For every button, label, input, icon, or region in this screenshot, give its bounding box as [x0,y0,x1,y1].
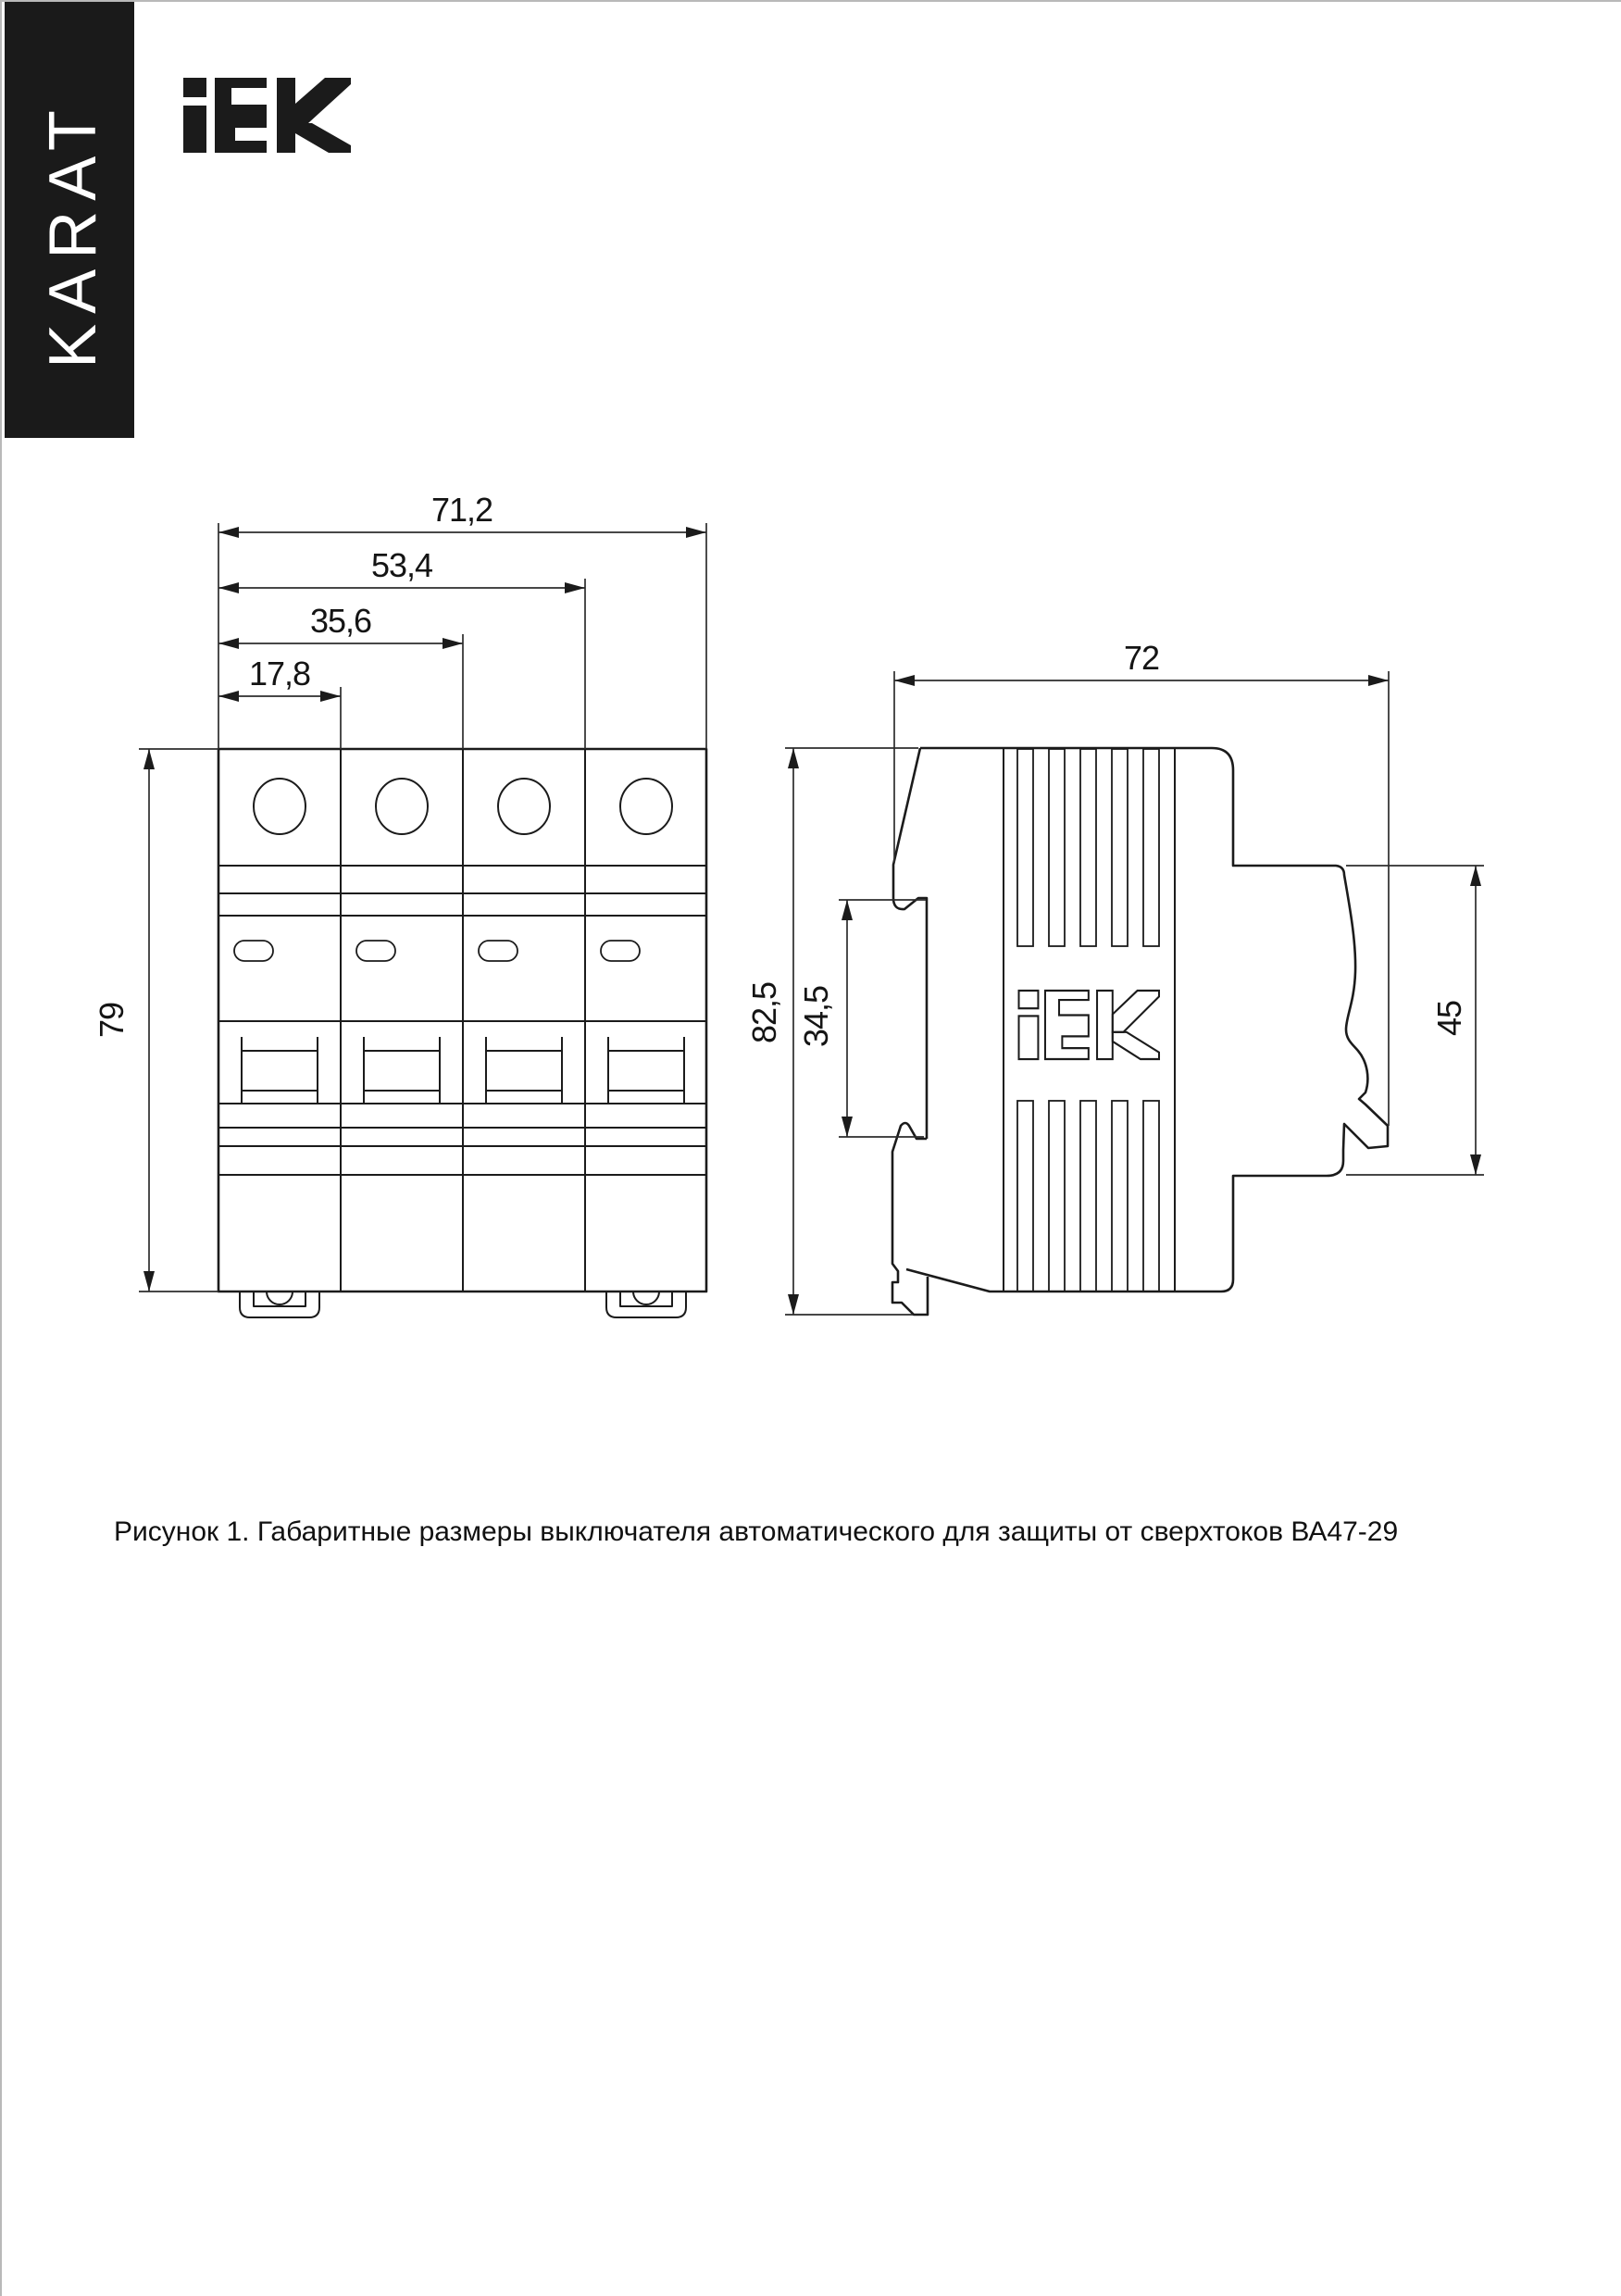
marking-window [479,941,517,961]
side-view-drawing [745,639,1484,1315]
iek-logo [183,78,351,153]
vent-slots-top [1017,749,1159,946]
dim-label-face-height: 45 [1430,1000,1468,1037]
dim-face-height [1346,866,1484,1175]
drawing-canvas [2,2,1621,2296]
terminal-screw [498,779,550,834]
dim-label-front-height: 79 [93,1002,131,1039]
dim-depth [894,639,1389,1126]
dim-label-side-height: 82,5 [745,981,783,1044]
dim-label-depth: 72 [1123,639,1160,677]
din-latch [892,1123,928,1315]
side-outline [906,748,1388,1292]
marking-window [234,941,273,961]
karat-banner [5,2,134,438]
toggle-handle [608,1037,684,1104]
toggle-handle [242,1037,318,1104]
toggle-handle [364,1037,440,1104]
dim-label-width-3p: 53,4 [370,546,433,584]
terminal-screw [620,779,672,834]
marking-windows [234,941,640,961]
dim-front-height [93,749,218,1292]
marking-window [601,941,640,961]
dim-label-total-width: 71,2 [430,491,493,529]
din-clips-front [240,1292,686,1317]
iek-logo-mark [183,78,351,153]
side-iek-logo [1019,991,1159,1059]
terminal-screw [376,779,428,834]
dim-width-1-pole [218,655,341,749]
figure-caption: Рисунок 1. Габаритные размеры выключателя автоматического для защиты от сверхтоков ВА47-29 [114,1516,1399,1547]
dim-rail-span [797,900,926,1137]
din-clip [606,1292,686,1317]
toggle-handle [486,1037,562,1104]
side-back-edge [893,748,927,1139]
marking-window [356,941,395,961]
front-view-drawing [93,491,706,1317]
dim-label-rail-span: 34,5 [797,985,835,1048]
din-clip [240,1292,319,1317]
banner-text: KARAT [36,100,110,368]
vent-slots-bottom [1017,1101,1159,1292]
dim-label-width-1p: 17,8 [248,655,311,693]
dim-label-width-2p: 35,6 [309,602,372,640]
terminal-screw [254,779,305,834]
dim-width-3-poles [218,546,585,749]
